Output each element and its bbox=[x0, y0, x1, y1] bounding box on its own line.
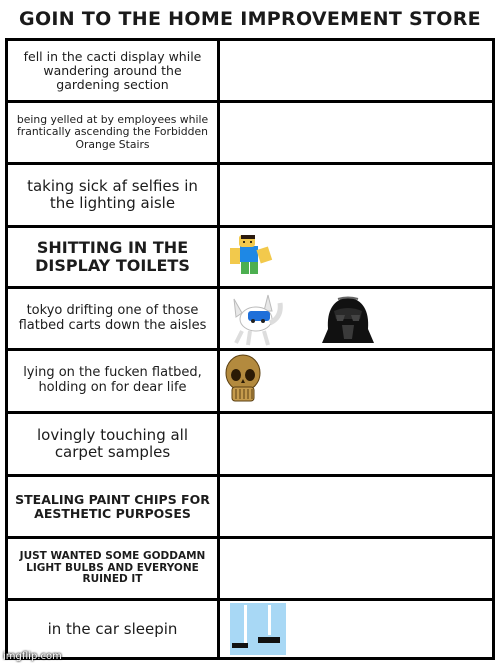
tier-row-cell bbox=[220, 477, 492, 536]
tier-row-label: taking sick af selfies in the lighting aisle bbox=[8, 165, 220, 225]
tier-row-label: JUST WANTED SOME GODDAMN LIGHT BULBS AND EVERYONE RUINED IT bbox=[8, 539, 220, 598]
darth-vader-helmet-icon bbox=[320, 291, 376, 347]
tier-row-label: fell in the cacti display while wandering around the gardening section bbox=[8, 41, 220, 100]
page-title: GOIN TO THE HOME IMPROVEMENT STORE bbox=[19, 8, 481, 30]
tier-row-cell bbox=[220, 165, 492, 225]
tier-row-8 bbox=[8, 477, 492, 539]
tier-list-grid bbox=[5, 38, 495, 660]
tier-row-label: STEALING PAINT CHIPS FOR AESTHETIC PURPOSES bbox=[8, 477, 220, 536]
tier-row-label: being yelled at by employees while frantically ascending the Forbidden Orange Stairs bbox=[8, 103, 220, 162]
tier-row-5 bbox=[8, 289, 492, 351]
tier-row-label: tokyo drifting one of those flatbed carts down the aisles bbox=[8, 289, 220, 348]
tier-row-6 bbox=[8, 351, 492, 414]
tier-row-cell bbox=[220, 103, 492, 162]
tier-row-label: lying on the fucken flatbed, holding on for dear life bbox=[8, 351, 220, 411]
tier-row-label: lovingly touching all carpet samples bbox=[8, 414, 220, 474]
tier-row-cell bbox=[220, 601, 492, 657]
tier-row-cell bbox=[220, 289, 492, 348]
tier-row-cell bbox=[220, 228, 492, 286]
tier-row-7 bbox=[8, 414, 492, 477]
tier-row-1 bbox=[8, 41, 492, 103]
tier-row-cell bbox=[220, 414, 492, 474]
tier-row-3 bbox=[8, 165, 492, 228]
tier-row-9 bbox=[8, 539, 492, 601]
tier-row-10 bbox=[8, 601, 492, 657]
white-fox-character-icon bbox=[226, 291, 284, 347]
light-blue-sleeping-character-icon bbox=[230, 603, 286, 655]
tier-row-cell bbox=[220, 539, 492, 598]
tier-row-2 bbox=[8, 103, 492, 165]
tier-row-cell bbox=[220, 41, 492, 100]
tier-row-label: in the car sleepin bbox=[8, 601, 220, 657]
tier-row-4 bbox=[8, 228, 492, 289]
tier-row-label: SHITTING IN THE DISPLAY TOILETS bbox=[8, 228, 220, 286]
skull-icon bbox=[223, 353, 263, 411]
imgflip-watermark: imgflip.com bbox=[3, 651, 62, 662]
roblox-noob-character-icon bbox=[224, 234, 274, 276]
tier-row-cell bbox=[220, 351, 492, 411]
